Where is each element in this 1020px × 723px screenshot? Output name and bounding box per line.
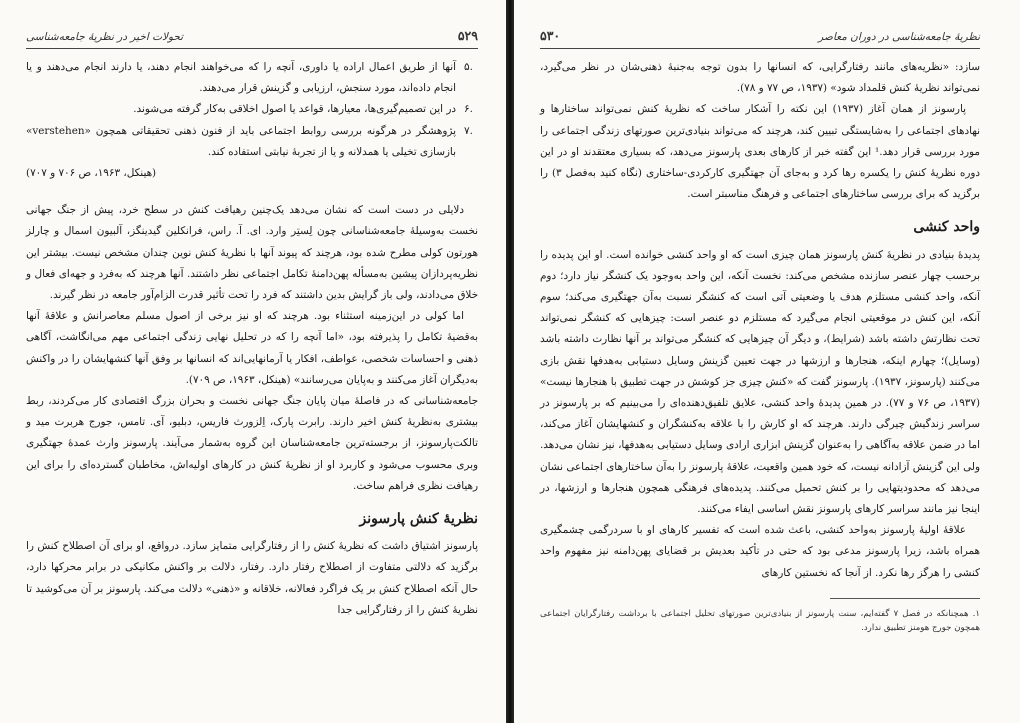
paragraph: علاقهٔ اولیهٔ پارسونز به‌واحد کنشی، باعث شده است که تفسیر کارهای او با سردرگمی چشمگیری همراه باشد، زیرا پارسونز مدعی بود که حتی در تأکید بعدیش بر قضایای پهن‌دامنه نیز مفهوم واحد کنشی را هرگز رها نکرد. از آنجا که نخستین کارهای (540, 524, 980, 579)
footnote-rule (830, 598, 980, 599)
left-page (0, 0, 506, 723)
citation (26, 163, 478, 184)
right-running-head (540, 28, 980, 49)
list-item (26, 121, 478, 163)
right-page-number: ۵۳۰ (540, 28, 561, 43)
list-number: .۶ (464, 103, 473, 116)
list-item (26, 57, 478, 99)
left-running-head (26, 28, 478, 49)
left-running-title: تحولات اخیر در نظریهٔ جامعه‌شناسی (26, 31, 184, 43)
section-heading: نظریهٔ کنش پارسونز (359, 511, 478, 528)
paragraph: سازد: «نظریه‌های مانند رفتارگرایی، که انسانها را بدون توجه به‌جنبهٔ ذهنی‌شان در نظر می‌گیرد، نمی‌تواند نظریهٔ کنش قلمداد شود» (۱۹۳۷، ص ۷۷ و ۷۸). (540, 61, 980, 95)
list-text: پژوهشگر در هرگونه بررسی روابط اجتماعی باید از فنون ذهنی تحقیقاتی همچون «verstehen» بازسازی تخیلی یا همدلانه و یا از تجربهٔ نیابتی استفاده کند. (26, 124, 456, 158)
numbered-list (26, 57, 478, 163)
paragraph: اما کولی در این‌زمینه استثناء بود. هرچند که او نیز برخی از اصول مسلم معاصرانش و علاقهٔ آنها به‌قضیهٔ تکامل را پذیرفته بود، «اما آنچه را که در تحلیل نهایی زندگی اجتماعی مهم می‌انگاشت، آگاهی ذهنی و احساسات شخصی، عواطف، افکار یا آرمانهایی‌اند که انسانها بر وفق آنها کنشهایشان را در واکنش به‌دیگران آغاز می‌کنند و به‌پایان می‌رسانند» (هینکل، ۱۹۶۳، ص ۷۰۹). (26, 310, 478, 386)
list-number: .۷ (464, 124, 473, 137)
list-text: آنها از طریق اعمال اراده یا داوری، آنچه را که می‌خواهند انجام دهند، یا دارند انجام می‌دهند و یا انجام داده‌اند، مورد سنجش، ارزیابی و گزینش قرار می‌دهند. (26, 61, 456, 95)
book-gutter (506, 0, 514, 723)
paragraph: دلایلی در دست است که نشان می‌دهد یک‌چنین رهیافت کنش در سطح خرد، پیش از جنگ جهانی نخست به‌وسیلهٔ جامعه‌شناسانی چون لِستِر وارد. ای. آ. راس، فرانکلین گیدینگز، آلبیون اسمال و چارلز هورتون کولی مطرح شده بود، هرچند که پیوند آنها با نظریهٔ کنش نوین چندان مشخص نیست. بیشتر این نظریه‌پردازان پیشین به‌مسأله پهن‌دامنهٔ تکامل اجتماعی نظر داشتند. آنها هرچند که به‌فرد و جهه‌ای فعال و خلاق می‌دادند، ولی باز گرایش بدین داشتند که فرد را تحت تأثیر قدرت الزام‌آور جامعه در نظر گیرند. (26, 204, 478, 302)
paragraph: پارسونز اشتیاق داشت که نظریهٔ کنش را از رفتارگرایی متمایز سازد. درواقع، او برای آن اصطلاح کنش را برگزید که دلالتی متفاوت از اصطلاح رفتار دارد. رفتار، دلالت بر واکنش مکانیکی در برابر محرکها دارد، حال آنکه اصطلاح کنش بر یک فراگرد فعالانه، خلاقانه و «ذهنی» دلالت می‌کند. پارسونز بر آن می‌کوشید تا نظریهٔ کنش را از رفتارگرایی جدا (26, 540, 478, 616)
left-body (26, 57, 478, 621)
citation-text: (هینکل، ۱۹۶۳، ص ۷۰۶ و ۷۰۷) (26, 167, 157, 180)
paragraph: پدیدهٔ بنیادی در نظریهٔ کنش پارسونز همان چیزی است که او واحد کنشی خوانده است. او این پدیده را برحسب چهار عنصر سازنده مشخص می‌کند: نخست آنکه، این واحد به‌وجود یک کنشگر نیاز دارد؛ دوم آنکه، واحد کنشی مستلزم هدف یا وضعیتی آتی است که کنشگر نسبت به‌آن جهتگیری می‌کند؛ سوم آنکه، این کنش در موقعیتی انجام می‌گیرد که مستلزم دو عنصر است: چیزهایی که کنشگر نمی‌تواند تحت نظارتش داشته باشد (شرایط)، و دیگر آن چیزهایی که کنشگر می‌تواند بر آنها نظارت داشته باشد (وسایل)؛ چهارم اینکه، هنجارها و ارزشها در جهت تعیین گزینش وسایل دستیابی به‌هدفها نقش بازی می‌کنند (پارسونز، ۱۹۳۷). پارسونز گفت که «کنش چیزی جز کوشش در جهت تطبیق با هنجارها نیست» (۱۹۳۷، ص ۷۶ و ۷۷). در همین پدیدهٔ واحد کنشی، علایق تلفیق‌دهنده‌ای را می‌بینیم که بر پارسونز در سراسر زندگیش چیرگی دارند. هرچند که او کارش را با علاقه به‌کنشگران و کنشهایشان آغاز می‌کند، اما در ضمن علاقه به‌آگاهی را به‌عنوان گزینش ابزاری ارادی وسایل دستیابی به‌هدفها، نیز نشان می‌دهد. ولی این گزینش آزادانه نیست، که خود همین واقعیت، علاقهٔ پارسونز را به‌آن ساختارهای اجتماعی نشان می‌دهد که محدودیتهایی را بر کنش تحمیل می‌کنند. پدیده‌های فرهنگی همچون هنجارها و ارزشها، در اینجا نیز مانند سراسر کارهای پارسونز نقش اساسی ایفاء می‌کنند. (540, 248, 981, 516)
right-body (540, 57, 980, 584)
right-running-title: نظریهٔ جامعه‌شناسی در دوران معاصر (818, 31, 980, 43)
paragraph: جامعه‌شناسانی که در فاصلهٔ میان پایان جنگ جهانی نخست و بحران بزرگ اقتصادی کار می‌کردند، ربط بیشتری به‌نظریهٔ کنش اخیر دارند. رابرت پارک، اِلزورث فاریس، دبلیو، آی. تامس، جورج هربرت مید و تالکت‌پارسونز، از برجسته‌ترین جامعه‌شناسان این گروه به‌شمار می‌آیند. پارسونز وارث عمدهٔ جهتگیری وبری محسوب می‌شود و کاربرد او از نظریهٔ کنش در کارهای اولیه‌اش، مخاطبان گسترده‌ای را برای این رهیافت نظری فراهم ساخت. (26, 395, 478, 492)
section-heading: واحد کنشی (913, 219, 980, 236)
list-number: .۵ (464, 61, 473, 73)
right-page (514, 0, 1020, 723)
list-text: در این تصمیم‌گیری‌ها، معیارها، قواعد یا اصول اخلاقی به‌کار گرفته می‌شوند. (133, 103, 456, 116)
list-item (26, 99, 478, 120)
footnote: ۱. همچنانکه در فصل ۷ گفته‌ایم، سنت پارسونز از بنیادی‌ترین صورتهای تحلیل اجتماعی با برداشت رفتارگرایان اجتماعی همچون جورج هومنز تطبیق ندارد. (540, 609, 980, 634)
paragraph: پارسونز از همان آغاز (۱۹۳۷) این نکته را آشکار ساخت که نظریهٔ کنش نمی‌تواند ساختارها و نهادهای اجتماعی را به‌شایستگی تبیین کند، هرچند که می‌تواند بنیادی‌ترین صورتهای زندگی اجتماعی را مورد بررسی قرار دهد.¹ این گفته خبر از کارهای بعدی پارسونز می‌دهد، که بسیاری معتقدند او در این دوره نظریهٔ کنش را یکسره رها کرد و به‌جای آن جهتگیری کارکردی-ساختاری (نگاه کنید به‌فصل ۳) را برگزید که برای بررسی ساختارهای اجتماعی و فرهنگ مناسبتر است. (540, 103, 981, 201)
left-page-number: ۵۲۹ (457, 28, 478, 43)
